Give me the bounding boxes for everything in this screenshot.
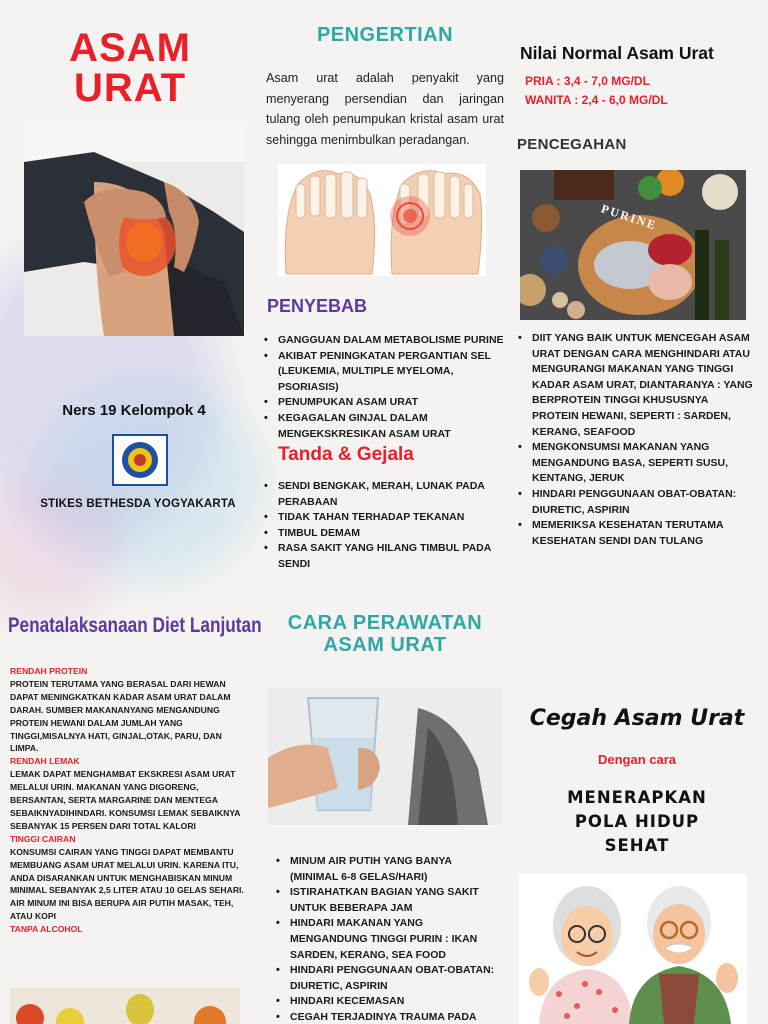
pencegahan-item: • HINDARI PENGGUNAAN OBAT-OBATAN: DIURETIC, ASPIRIN [514, 487, 754, 518]
diet-sections [10, 665, 250, 936]
cegah-message [510, 786, 764, 858]
cegah-line1: MENERAPKAN [567, 788, 707, 807]
main-title-line1: ASAM [69, 26, 191, 70]
penyebab-item: • KEGAGALAN GINJAL DALAM MENGEKSKRESIKAN ASAM URAT [260, 411, 504, 442]
diet-section-label: RENDAH LEMAK [10, 756, 80, 767]
cegah-line2: POLA HIDUP [574, 812, 700, 831]
main-title [50, 28, 210, 108]
perawatan-item: • HINDARI PENGGUNAAN OBAT-OBATAN: DIURETIC, ASPIRIN [272, 963, 498, 994]
school-name: STIKES BETHESDA YOGYAKARTA [40, 498, 236, 510]
main-title-line2: URAT [73, 66, 187, 110]
perawatan-heading [268, 612, 502, 656]
perawatan-heading-line2: ASAM URAT [323, 634, 447, 656]
school-logo [112, 434, 168, 486]
perawatan-item: • MINUM AIR PUTIH YANG BANYA (MINIMAL 6-8 GELAS/HARI) [272, 854, 498, 885]
pencegahan-heading: PENCEGAHAN [517, 136, 627, 153]
pencegahan-item: • MEMERIKSA KESEHATAN TERUTAMA KESEHATAN SENDI DAN TULANG [514, 518, 754, 549]
diet-section-label: TINGGI CAIRAN [10, 833, 76, 844]
tanda-gejala-item: • TIMBUL DEMAM [260, 526, 504, 542]
perawatan-heading-line1: CARA PERAWATAN [287, 612, 483, 634]
diet-section-text: LEMAK DAPAT MENGHAMBAT EKSKRESI ASAM URAT MELALUI URIN. MAKANAN YANG DIGORENG, BERSANTAN, SERTA MARGARINE DAN MENTEGA SEBAIKNYADIHINDARI. KONSUMSI LEMAK SEBAIKNYA SEBANYAK 15 PERSEN DARI TOTAL KALORI [10, 769, 241, 831]
pengertian-text: Asam urat adalah penyakit yang menyerang persendian dan jaringan tulang oleh penumpukan kristal asam urat sehingga menimbulkan peradangan. [266, 71, 504, 147]
cegah-subheading: Dengan cara [597, 752, 677, 767]
diet-section-text: KONSUMSI CAIRAN YANG TINGGI DAPAT MEMBANTU MEMBUANG ASAM URAT MELALUI URIN. KARENA ITU, ANDA DISARANKAN UNTUK MENGHABISKAN MINUM MINIMAL SEBANYAK 2,5 LITER ATAU 10 GELAS SEHARI. AIR MINUM INI BISA BERUPA AIR PUTIH MASAK, TEH, ATAU KOPI [10, 846, 244, 922]
gout-feet-illustration [278, 164, 486, 276]
diet-section-label: RENDAH PROTEIN [10, 666, 88, 676]
perawatan-item: • HINDARI KECEMASAN [272, 994, 498, 1010]
penyebab-item: • AKIBAT PENINGKATAN PERGANTIAN SEL (LEUKEMIA, MULTIPLE MYELOMA, PSORIASIS) [260, 349, 504, 396]
pengertian-heading: PENGERTIAN [316, 24, 454, 46]
nilai-wanita: WANITA : 2,4 - 6,0 MG/DL [525, 93, 668, 107]
nilai-normal-heading: Nilai Normal Asam Urat [520, 43, 714, 63]
diet-section-label: TANPA ALCOHOL [10, 924, 83, 935]
tanda-gejala-list [260, 479, 504, 573]
diet-heading: Penatalaksanaan Diet Lanjutan [8, 614, 262, 637]
group-name: Ners 19 Kelompok 4 [62, 402, 206, 419]
perawatan-item: • ISTIRAHATKAN BAGIAN YANG SAKIT UNTUK BEBERAPA JAM [272, 885, 498, 916]
penyebab-heading: PENYEBAB [267, 296, 368, 316]
tanda-gejala-item: • TIDAK TAHAN TERHADAP TEKANAN [260, 510, 504, 526]
knee-pain-photo [24, 122, 244, 336]
water-glass-photo [268, 688, 502, 825]
perawatan-item: • HINDARI MAKANAN YANG MENGANDUNG TINGGI PURIN : IKAN SARDEN, KERANG, SEA FOOD [272, 916, 498, 963]
purine-label: PURINE [599, 201, 659, 233]
cegah-heading: Cegah Asam Urat [529, 706, 745, 731]
perawatan-item: • CEGAH TERJADINYA TRAUMA PADA [272, 1010, 498, 1024]
penyebab-item: • PENUMPUKAN ASAM URAT [260, 395, 504, 411]
elderly-couple-illustration [519, 874, 747, 1024]
nilai-pria: PRIA : 3,4 - 7,0 MG/DL [525, 74, 650, 88]
tanda-gejala-heading: Tanda & Gejala [278, 444, 414, 465]
perawatan-list [272, 854, 498, 1024]
cegah-line3: SEHAT [604, 836, 670, 855]
tanda-gejala-item: • RASA SAKIT YANG HILANG TIMBUL PADA SENDI [260, 541, 504, 572]
purine-food-photo [520, 170, 746, 320]
tanda-gejala-item: • SENDI BENGKAK, MERAH, LUNAK PADA PERABAAN [260, 479, 504, 510]
diet-section-text: PROTEIN TERUTAMA YANG BERASAL DARI HEWAN DAPAT MENINGKATKAN KADAR ASAM URAT DALAM DARAH. SUMBER MAKANANYANG MENGANDUNG PROTEIN HEWANI DALAM JUMLAH YANG TINGGI,MISALNYA HATI, GINJAL,OTAK, PARU, DAN LIMPA. [10, 678, 231, 754]
pencegahan-item: • MENGKONSUMSI MAKANAN YANG MENGANDUNG BASA, SEPERTI SUSU, KENTANG, JERUK [514, 440, 754, 487]
penyebab-list [260, 333, 504, 442]
pencegahan-list [514, 331, 754, 549]
pencegahan-item: • DIIT YANG BAIK UNTUK MENCEGAH ASAM URAT DENGAN CARA MENGHINDARI ATAU MENGURANGI MAKANAN YANG TINGGI KADAR ASAM URAT, DIANTARANYA : YANG BERPROTEIN TINGGI KHUSUSNYA PROTEIN HEWANI, SEPERTI : SARDEN, KERANG, SEAFOOD [514, 331, 754, 440]
penyebab-item: • GANGGUAN DALAM METABOLISME PURINE [260, 333, 504, 349]
fruits-photo [10, 988, 240, 1024]
